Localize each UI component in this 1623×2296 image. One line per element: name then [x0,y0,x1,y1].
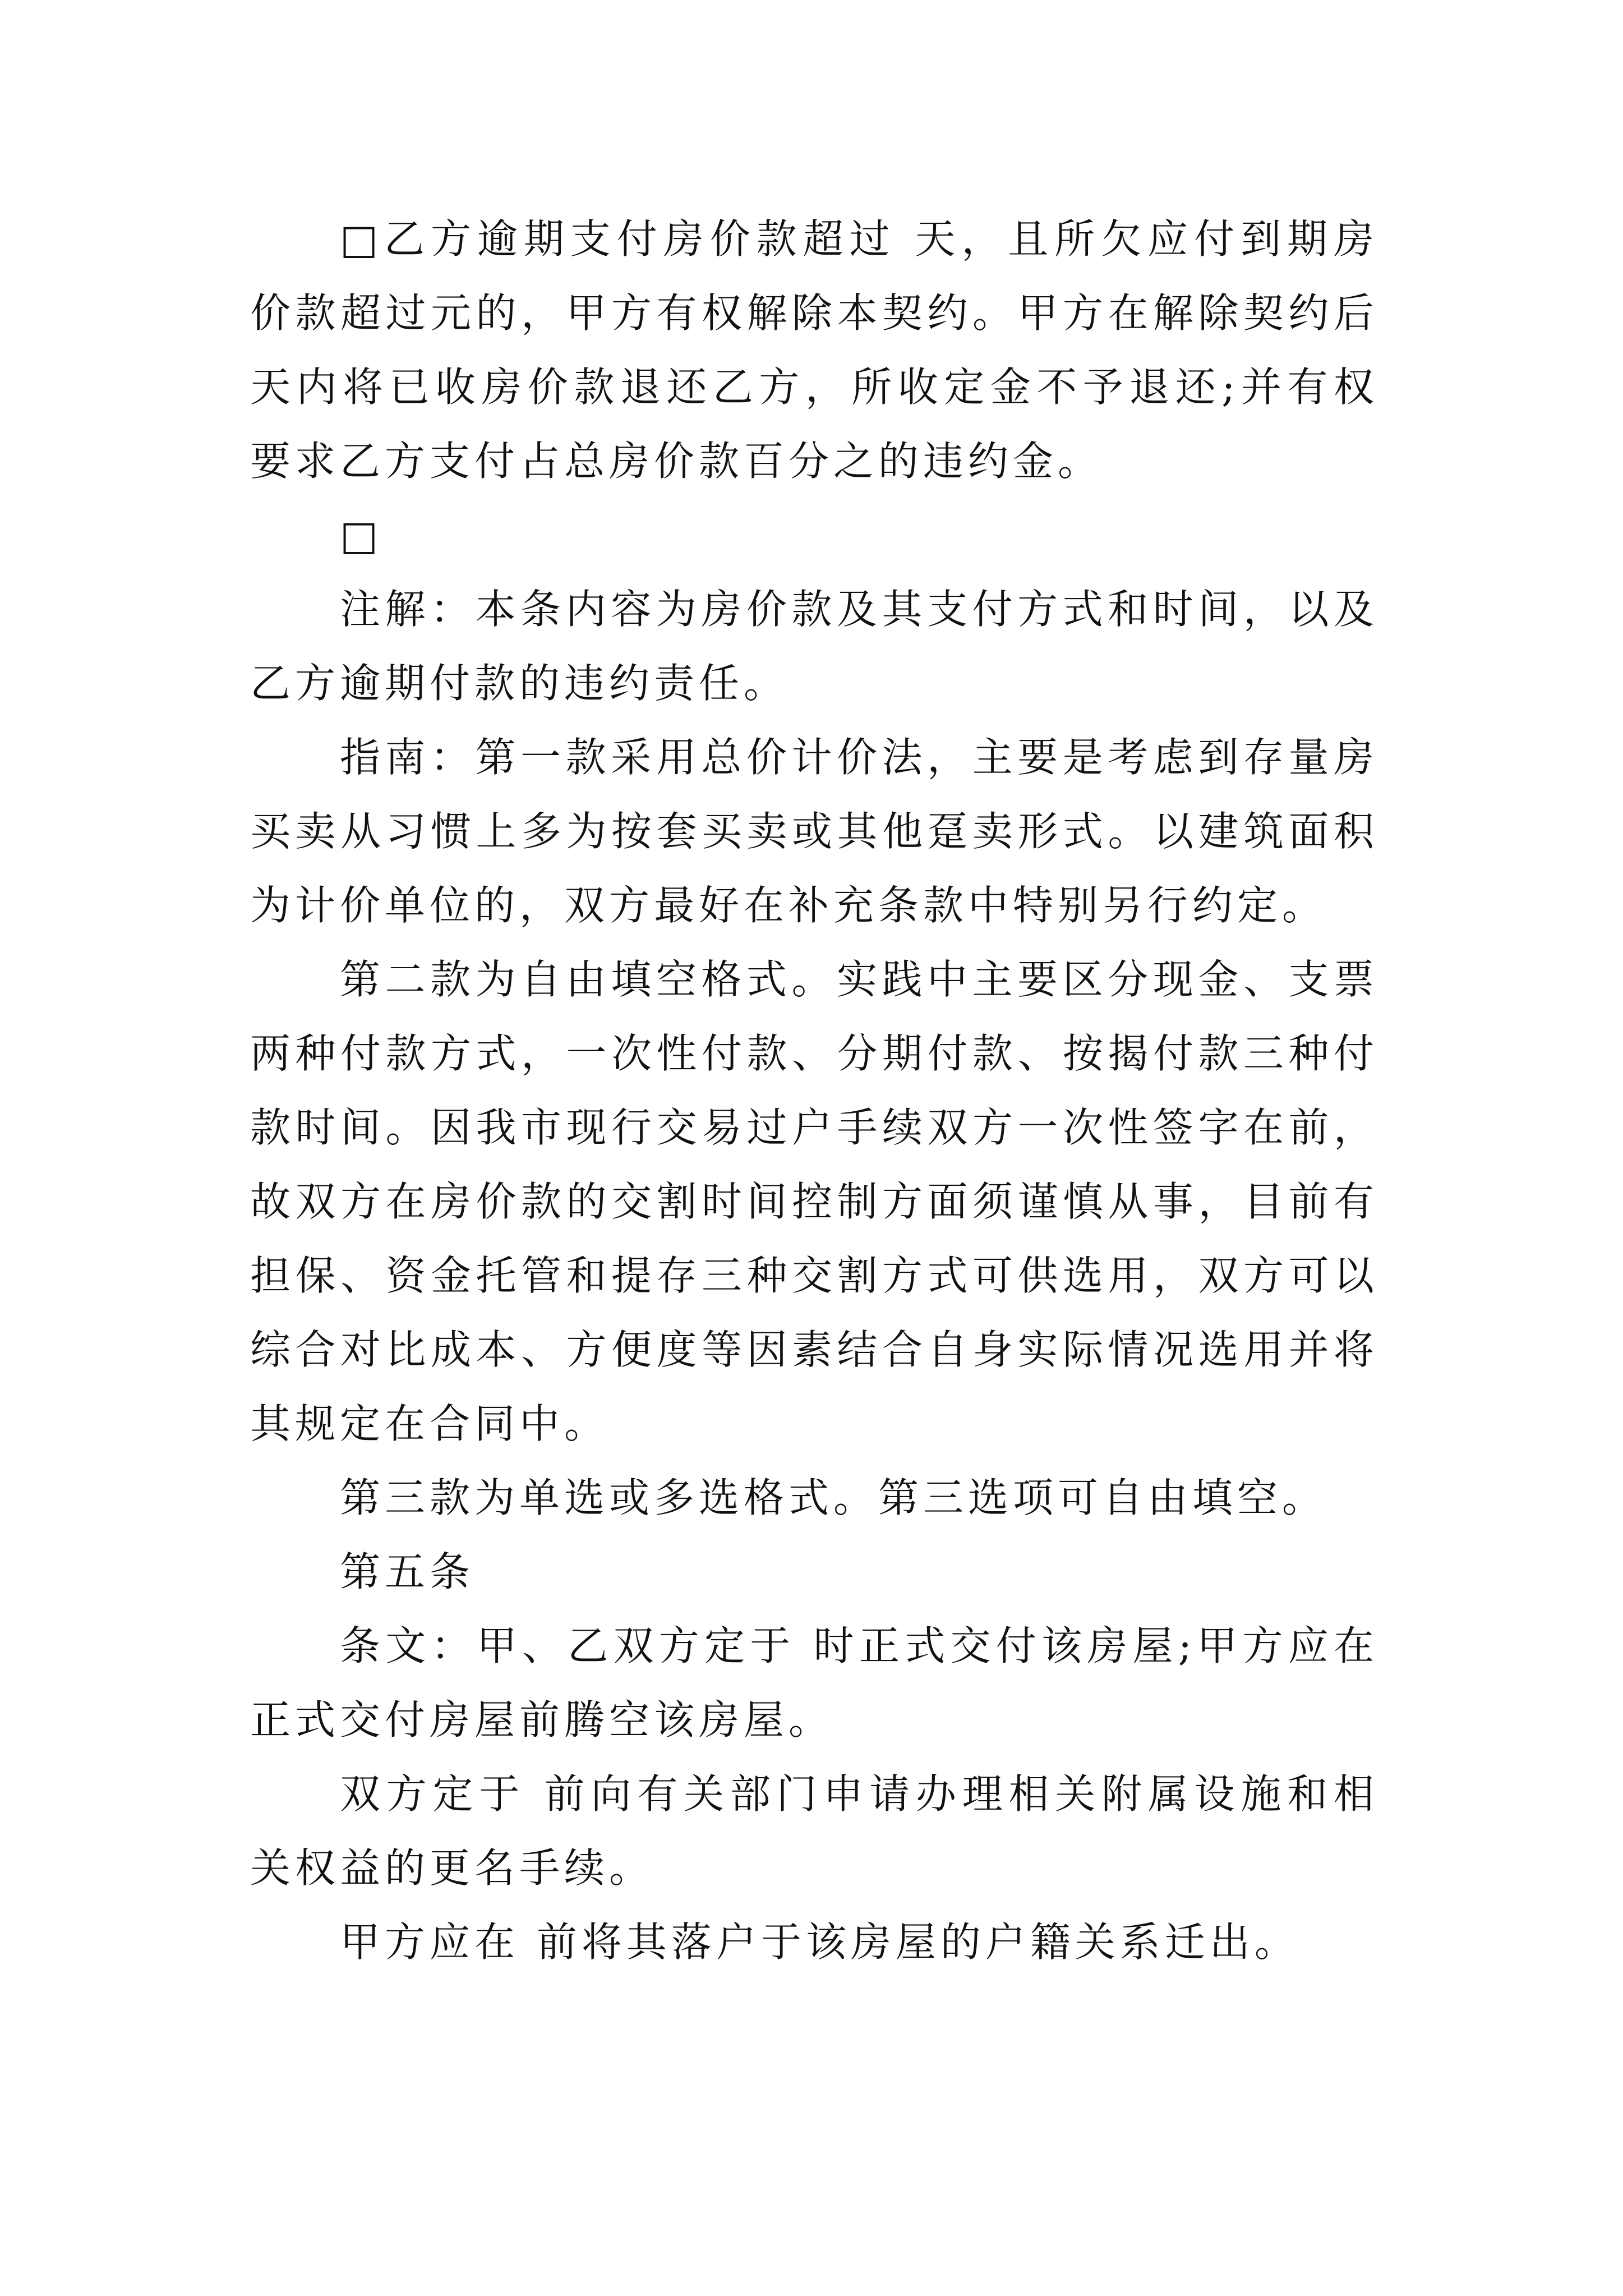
paragraph-overdue-payment: □乙方逾期支付房价款超过 天，且所欠应付到期房价款超过元的，甲方有权解除本契约。甲方在解除契约后 天内将已收房价款退还乙方，所收定金不予退还;并有权要求乙方支付占总房价款百分之的违约金。 [250,215,1378,485]
paragraph-third-clause: 第三款为单选或多选格式。第三选项可自由填空。 [340,1474,1327,1521]
paragraph-article-text: 条文：甲、乙双方定于 时正式交付该房屋;甲方应在正式交付房屋前腾空该房屋。 [250,1622,1378,1743]
paragraph-empty-checkbox: □ [340,512,383,559]
paragraph-household-registration: 甲方应在 前将其落户于该房屋的户籍关系迁出。 [340,1918,1299,1966]
paragraph-annotation: 注解：本条内容为房价款及其支付方式和时间，以及乙方逾期付款的违约责任。 [250,586,1378,707]
paragraph-guide-first-clause: 指南：第一款采用总价计价法，主要是考虑到存量房买卖从习惯上多为按套买卖或其他趸卖形式。以建筑面积为计价单位的，双方最好在补充条款中特别另行约定。 [250,734,1378,929]
paragraph-rename-procedures: 双方定于 前向有关部门申请办理相关附属设施和相关权益的更名手续。 [250,1770,1378,1892]
paragraph-second-clause: 第二款为自由填空格式。实践中主要区分现金、支票两种付款方式，一次性付款、分期付款、按揭付款三种付款时间。因我市现行交易过户手续双方一次性签字在前，故双方在房价款的交割时间控制方面须谨慎从事，目前有担保、资金托管和提存三种交割方式可供选用，双方可以综合对比成本、方便度等因素结合自身实际情况选用并将其规定在合同中。 [250,956,1378,1447]
document-body [250,202,1378,1979]
section-heading-article-five: 第五条 [340,1548,475,1595]
